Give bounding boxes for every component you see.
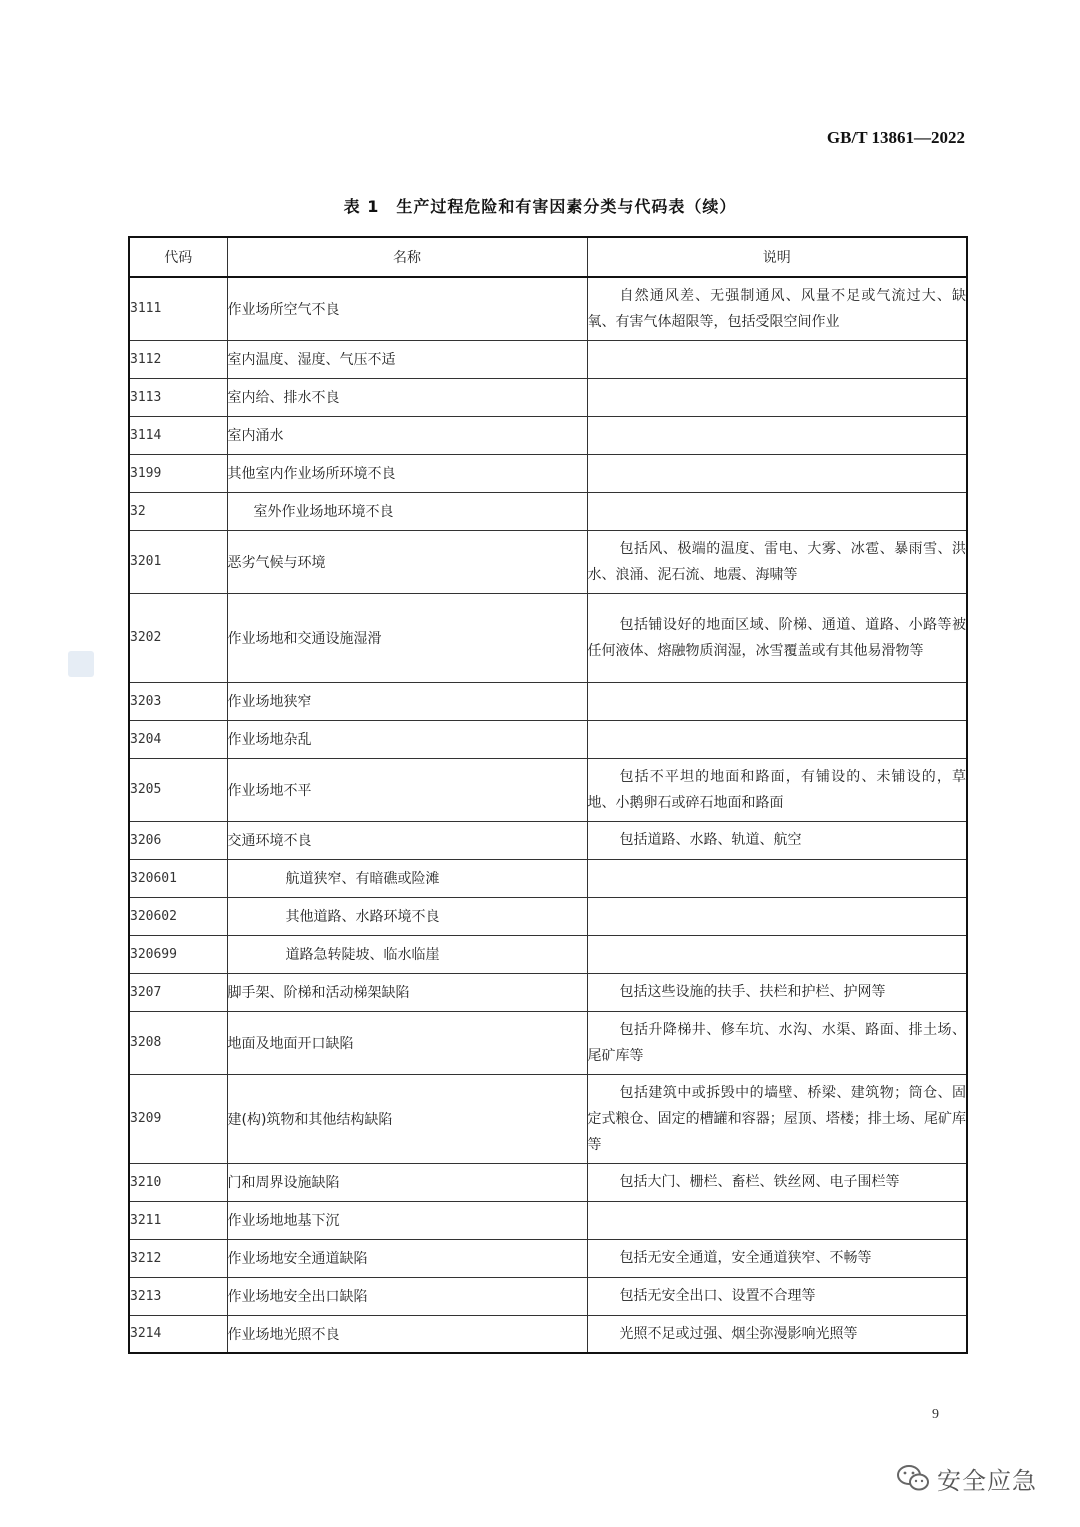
cell-desc	[587, 720, 967, 758]
cell-desc	[587, 821, 967, 859]
cell-desc-text: 自然通风差、无强制通风、风量不足或气流过大、缺氧、有害气体超限等，包括受限空间作业	[587, 287, 966, 330]
table-row	[129, 1239, 967, 1277]
cell-desc	[587, 1315, 967, 1353]
cell-name: 作业场地和交通设施湿滑	[227, 593, 587, 682]
cell-name: 作业场地地基下沉	[227, 1201, 587, 1239]
cell-name: 恶劣气候与环境	[227, 530, 587, 593]
cell-code: 3199	[129, 454, 227, 492]
cell-name: 脚手架、阶梯和活动梯架缺陷	[227, 973, 587, 1011]
watermark-text: 安全应急	[937, 1466, 1037, 1495]
cell-desc-text: 包括风、极端的温度、雷电、大雾、冰雹、暴雨雪、洪水、浪涌、泥石流、地震、海啸等	[587, 540, 966, 583]
cell-code: 320601	[129, 859, 227, 897]
cell-name: 室外作业场地环境不良	[227, 492, 587, 530]
cell-code: 320602	[129, 897, 227, 935]
cell-desc	[587, 1163, 967, 1201]
cell-desc	[587, 1074, 967, 1163]
table-row	[129, 1315, 967, 1353]
cell-desc-text: 光照不足或过强、烟尘弥漫影响光照等	[619, 1325, 858, 1342]
cell-name: 地面及地面开口缺陷	[227, 1011, 587, 1074]
table-row	[129, 720, 967, 758]
cell-name: 其他室内作业场所环境不良	[227, 454, 587, 492]
cell-desc	[587, 859, 967, 897]
column-header-desc: 说明	[587, 237, 967, 277]
cell-code: 3207	[129, 973, 227, 1011]
cell-name: 作业场地不平	[227, 758, 587, 821]
cell-desc	[587, 340, 967, 378]
side-logo-mark	[68, 651, 94, 677]
cell-desc	[587, 682, 967, 720]
table-row	[129, 1163, 967, 1201]
cell-desc	[587, 1277, 967, 1315]
table-row	[129, 1201, 967, 1239]
standard-code: GB/T 13861—2022	[826, 128, 965, 147]
table-row	[129, 340, 967, 378]
table-row	[129, 859, 967, 897]
cell-name: 道路急转陡坡、临水临崖	[227, 935, 587, 973]
cell-desc	[587, 454, 967, 492]
cell-name: 作业场所空气不良	[227, 277, 587, 340]
cell-desc	[587, 935, 967, 973]
table-row	[129, 277, 967, 340]
cell-name: 作业场地光照不良	[227, 1315, 587, 1353]
table-row	[129, 758, 967, 821]
cell-desc	[587, 1011, 967, 1074]
cell-code: 320699	[129, 935, 227, 973]
table-row	[129, 897, 967, 935]
cell-code: 3112	[129, 340, 227, 378]
cell-name: 室内温度、湿度、气压不适	[227, 340, 587, 378]
cell-code: 3206	[129, 821, 227, 859]
table-row	[129, 530, 967, 593]
cell-desc-text: 包括无安全通道，安全通道狭窄、不畅等	[619, 1250, 872, 1266]
table-row	[129, 492, 967, 530]
cell-name: 作业场地安全通道缺陷	[227, 1239, 587, 1277]
cell-name: 航道狭窄、有暗礁或险滩	[227, 859, 587, 897]
page-number: 9	[932, 1407, 939, 1422]
cell-desc-text: 包括大门、栅栏、畜栏、铁丝网、电子围栏等	[619, 1174, 900, 1190]
cell-desc	[587, 378, 967, 416]
cell-code: 3202	[129, 593, 227, 682]
table-row	[129, 1011, 967, 1074]
cell-desc-text: 包括铺设好的地面区域、阶梯、通道、道路、小路等被任何液体、熔融物质润湿，冰雪覆盖或有其他易滑物等	[587, 616, 966, 659]
cell-desc	[587, 492, 967, 530]
table-row	[129, 593, 967, 682]
cell-desc-text: 包括道路、水路、轨道、航空	[619, 832, 802, 848]
cell-desc-text: 包括无安全出口、设置不合理等	[619, 1288, 816, 1304]
table-row	[129, 935, 967, 973]
table-row	[129, 821, 967, 859]
cell-code: 3210	[129, 1163, 227, 1201]
table-row	[129, 378, 967, 416]
cell-code: 3211	[129, 1201, 227, 1239]
cell-code: 3214	[129, 1315, 227, 1353]
cell-desc-text: 包括不平坦的地面和路面，有铺设的、未铺设的，草地、小鹅卵石或碎石地面和路面	[587, 768, 966, 811]
column-header-code: 代码	[129, 237, 227, 277]
table-row	[129, 973, 967, 1011]
cell-code: 3203	[129, 682, 227, 720]
cell-code: 3212	[129, 1239, 227, 1277]
cell-desc	[587, 593, 967, 682]
cell-code: 3114	[129, 416, 227, 454]
cell-code: 3208	[129, 1011, 227, 1074]
cell-code: 32	[129, 492, 227, 530]
table-row	[129, 416, 967, 454]
cell-desc-text: 包括这些设施的扶手、扶栏和护栏、护网等	[619, 984, 886, 1000]
cell-desc	[587, 758, 967, 821]
cell-desc-text: 包括建筑中或拆毁中的墙壁、桥梁、建筑物；筒仓、固定式粮仓、固定的槽罐和容器；屋顶、塔楼；排土场、尾矿库等	[587, 1084, 966, 1153]
cell-name: 作业场地狭窄	[227, 682, 587, 720]
wechat-icon	[893, 1458, 933, 1498]
cell-desc	[587, 897, 967, 935]
table-row	[129, 1074, 967, 1163]
table-title: 表 1 生产过程危险和有害因素分类与代码表（续）	[343, 197, 737, 216]
cell-desc	[587, 1201, 967, 1239]
table-row	[129, 454, 967, 492]
cell-name: 其他道路、水路环境不良	[227, 897, 587, 935]
cell-code: 3209	[129, 1074, 227, 1163]
cell-name: 室内给、排水不良	[227, 378, 587, 416]
watermark	[893, 1458, 1037, 1498]
hazard-classification-table	[128, 236, 968, 1354]
cell-name: 建(构)筑物和其他结构缺陷	[227, 1074, 587, 1163]
cell-name: 门和周界设施缺陷	[227, 1163, 587, 1201]
cell-code: 3204	[129, 720, 227, 758]
cell-desc-text: 包括升降梯井、修车坑、水沟、水渠、路面、排土场、尾矿库等	[587, 1021, 966, 1064]
cell-desc	[587, 530, 967, 593]
cell-code: 3205	[129, 758, 227, 821]
column-header-name: 名称	[227, 237, 587, 277]
cell-name: 作业场地安全出口缺陷	[227, 1277, 587, 1315]
cell-code: 3213	[129, 1277, 227, 1315]
cell-code: 3113	[129, 378, 227, 416]
table-header-row	[129, 237, 967, 277]
cell-desc	[587, 1239, 967, 1277]
cell-name: 交通环境不良	[227, 821, 587, 859]
cell-desc	[587, 277, 967, 340]
table-row	[129, 1277, 967, 1315]
cell-desc	[587, 416, 967, 454]
table-row	[129, 682, 967, 720]
cell-desc	[587, 973, 967, 1011]
cell-name: 室内涌水	[227, 416, 587, 454]
cell-code: 3111	[129, 277, 227, 340]
cell-code: 3201	[129, 530, 227, 593]
cell-name: 作业场地杂乱	[227, 720, 587, 758]
